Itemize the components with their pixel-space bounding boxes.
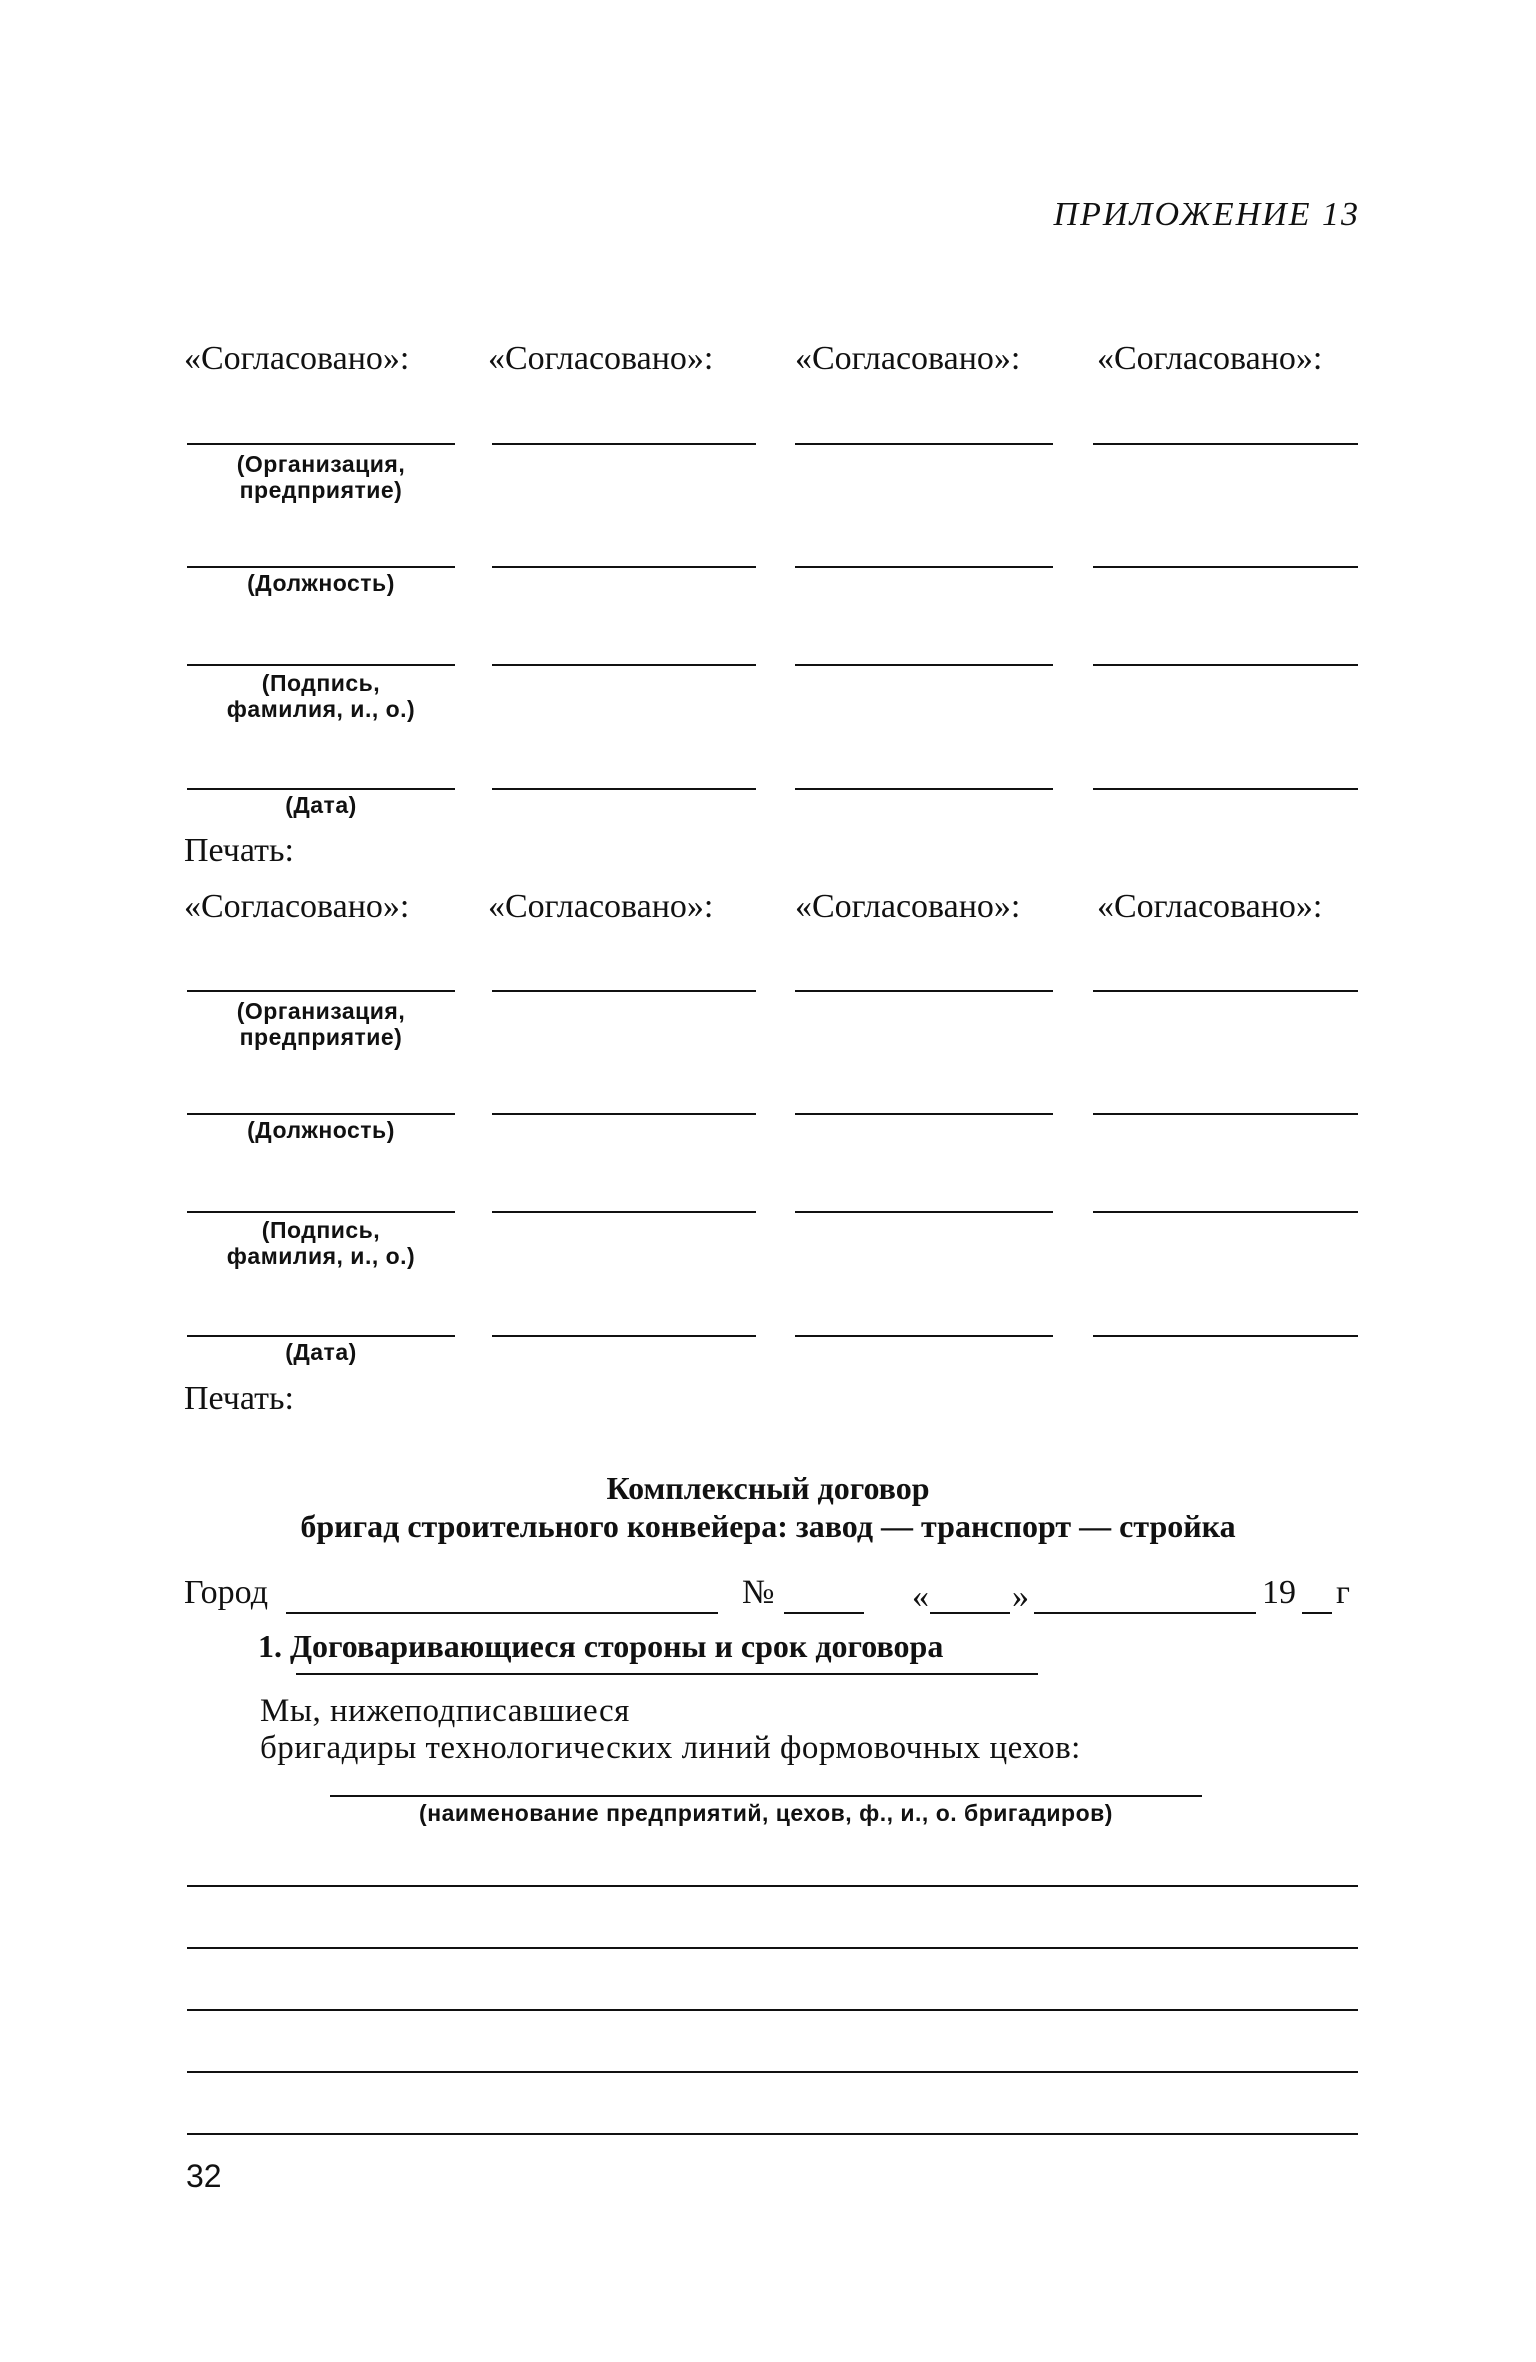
- approval-header-3: «Согласовано»:: [795, 340, 1021, 377]
- date-line-6[interactable]: [492, 1335, 756, 1337]
- blank-line-1[interactable]: [187, 1885, 1358, 1887]
- signature-line-2[interactable]: [492, 664, 756, 666]
- org-caption-2-line-1: (Организация,: [236, 998, 406, 1024]
- signature-line-3[interactable]: [795, 664, 1053, 666]
- position-line-4[interactable]: [1093, 566, 1358, 568]
- org-line-5[interactable]: [187, 990, 455, 992]
- position-line-7[interactable]: [795, 1113, 1053, 1115]
- blank-line-2[interactable]: [187, 1947, 1358, 1949]
- date-line-5[interactable]: [187, 1335, 455, 1337]
- contract-subtitle: бригад строительного конвейера: завод — транспорт — стройка: [300, 1508, 1236, 1544]
- org-caption-line-2: предприятие): [239, 477, 403, 503]
- signature-line-6[interactable]: [492, 1211, 756, 1213]
- org-caption-line-1: (Организация,: [236, 451, 406, 477]
- approval-header-4: «Согласовано»:: [1097, 340, 1323, 377]
- names-field[interactable]: [330, 1795, 1202, 1797]
- approval-header-5: «Согласовано»:: [184, 888, 410, 925]
- intro-line-2: бригадиры технологических линий формовочных цехов:: [260, 1730, 1081, 1766]
- approval-header-2: «Согласовано»:: [488, 340, 714, 377]
- section-1-title: 1. Договаривающиеся стороны и срок договора: [258, 1628, 944, 1664]
- city-label: Город: [184, 1574, 268, 1611]
- year-field[interactable]: [1302, 1612, 1332, 1614]
- appendix-heading: ПРИЛОЖЕНИЕ 13: [1053, 196, 1360, 233]
- signature-caption-line-1: (Подпись,: [261, 670, 381, 696]
- org-line-3[interactable]: [795, 443, 1053, 445]
- day-field[interactable]: [930, 1612, 1010, 1614]
- approval-header-7: «Согласовано»:: [795, 888, 1021, 925]
- date-line-2[interactable]: [492, 788, 756, 790]
- org-line-7[interactable]: [795, 990, 1053, 992]
- date-caption-2: (Дата): [285, 1339, 357, 1365]
- position-line-2[interactable]: [492, 566, 756, 568]
- position-line-5[interactable]: [187, 1113, 455, 1115]
- position-line-1[interactable]: [187, 566, 455, 568]
- org-line-4[interactable]: [1093, 443, 1358, 445]
- page-number: 32: [186, 2158, 222, 2194]
- position-caption: (Должность): [247, 570, 395, 596]
- date-line-4[interactable]: [1093, 788, 1358, 790]
- date-line-7[interactable]: [795, 1335, 1053, 1337]
- date-line-8[interactable]: [1093, 1335, 1358, 1337]
- signature-caption-2-line-1: (Подпись,: [261, 1217, 381, 1243]
- year-suffix: г: [1336, 1574, 1350, 1611]
- approval-header-1: «Согласовано»:: [184, 340, 410, 377]
- quote-open: «: [912, 1578, 929, 1615]
- city-field[interactable]: [286, 1612, 718, 1614]
- date-caption: (Дата): [285, 792, 357, 818]
- year-prefix: 19: [1262, 1574, 1296, 1611]
- org-caption: [187, 451, 455, 503]
- stamp-label-1: Печать:: [184, 832, 294, 869]
- date-line-3[interactable]: [795, 788, 1053, 790]
- stamp-label-2: Печать:: [184, 1380, 294, 1417]
- org-line-6[interactable]: [492, 990, 756, 992]
- date-line-1[interactable]: [187, 788, 455, 790]
- intro-line-1: Мы, нижеподписавшиеся: [260, 1693, 630, 1729]
- contract-title: Комплексный договор: [606, 1470, 930, 1506]
- approval-header-8: «Согласовано»:: [1097, 888, 1323, 925]
- blank-line-4[interactable]: [187, 2071, 1358, 2073]
- approval-header-6: «Согласовано»:: [488, 888, 714, 925]
- number-field[interactable]: [784, 1612, 864, 1614]
- org-line-1[interactable]: [187, 443, 455, 445]
- signature-line-8[interactable]: [1093, 1211, 1358, 1213]
- signature-line-1[interactable]: [187, 664, 455, 666]
- blank-line-5[interactable]: [187, 2133, 1358, 2135]
- names-caption: (наименование предприятий, цехов, ф., и., о. бригадиров): [419, 1800, 1113, 1826]
- number-label: №: [742, 1574, 775, 1611]
- blank-line-3[interactable]: [187, 2009, 1358, 2011]
- org-line-2[interactable]: [492, 443, 756, 445]
- month-field[interactable]: [1034, 1612, 1256, 1614]
- quote-close: »: [1012, 1578, 1029, 1615]
- signature-line-4[interactable]: [1093, 664, 1358, 666]
- signature-caption: [187, 670, 455, 722]
- section-1-underline: [296, 1673, 1038, 1675]
- position-caption-2: (Должность): [247, 1117, 395, 1143]
- signature-line-5[interactable]: [187, 1211, 455, 1213]
- position-line-6[interactable]: [492, 1113, 756, 1115]
- signature-caption-line-2: фамилия, и., о.): [226, 696, 416, 722]
- position-line-8[interactable]: [1093, 1113, 1358, 1115]
- position-line-3[interactable]: [795, 566, 1053, 568]
- org-caption-2-line-2: предприятие): [239, 1024, 403, 1050]
- signature-caption-2: [187, 1217, 455, 1269]
- org-caption-2: [187, 998, 455, 1050]
- signature-caption-2-line-2: фамилия, и., о.): [226, 1243, 416, 1269]
- org-line-8[interactable]: [1093, 990, 1358, 992]
- signature-line-7[interactable]: [795, 1211, 1053, 1213]
